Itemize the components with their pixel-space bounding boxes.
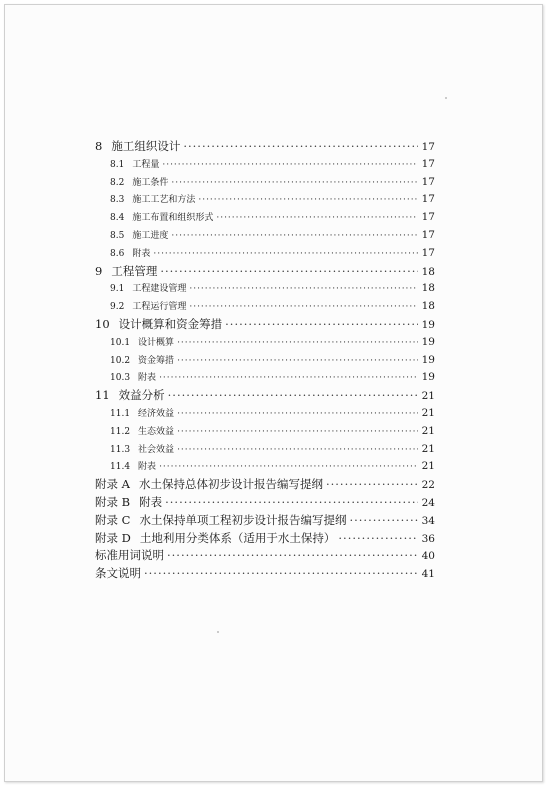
toc-entry-page-number: 17 — [421, 228, 435, 241]
toc-entry-title: 工程量 — [132, 159, 160, 170]
toc-entry-section[interactable] — [95, 245, 435, 263]
toc-entry-page-number: 21 — [421, 460, 435, 473]
toc-entry-page-number: 19 — [421, 371, 435, 384]
toc-leader-dots — [160, 263, 418, 281]
toc-entry-section[interactable] — [95, 174, 435, 192]
document-page — [4, 4, 543, 782]
toc-entry-number: 8.3 — [110, 195, 125, 206]
toc-entry-chapter[interactable] — [95, 547, 435, 565]
toc-entry-title: 附表 — [138, 462, 157, 473]
toc-entry-title: 设计概算和资金筹措 — [118, 316, 223, 331]
toc-entry-section[interactable] — [95, 334, 435, 352]
toc-entry-number: 8.6 — [110, 248, 125, 259]
toc-entry-title: 设计概算 — [138, 337, 175, 348]
toc-entry-page-number: 21 — [421, 424, 435, 437]
toc-entry-section[interactable] — [95, 298, 435, 316]
toc-leader-dots — [177, 442, 418, 460]
toc-leader-dots — [338, 530, 418, 548]
toc-entry-number: 8.5 — [110, 230, 125, 241]
toc-entry-title: 土地利用分类体系（适用于水土保持） — [139, 530, 336, 545]
table-of-contents — [95, 138, 435, 583]
toc-entry-section[interactable] — [95, 156, 435, 174]
toc-entry-title: 施工布置和组织形式 — [132, 213, 214, 224]
toc-entry-title: 社会效益 — [138, 444, 175, 455]
toc-entry-chapter[interactable] — [95, 565, 435, 583]
toc-entry-title: 施工工艺和方法 — [132, 195, 196, 206]
toc-leader-dots — [168, 387, 418, 405]
toc-entry-number: 9.2 — [110, 302, 125, 313]
toc-entry-title: 附表 — [138, 373, 157, 384]
toc-entry-number: 11.3 — [110, 444, 131, 455]
toc-entry-chapter[interactable] — [95, 387, 435, 405]
toc-entry-page-number: 18 — [421, 300, 435, 313]
toc-entry-section[interactable] — [95, 369, 435, 387]
toc-entry-title: 条文说明 — [95, 566, 141, 581]
toc-entry-number: 附录 B — [95, 494, 131, 509]
toc-leader-dots — [171, 228, 418, 246]
toc-entry-title: 工程建设管理 — [132, 284, 187, 295]
toc-entry-chapter[interactable] — [95, 512, 435, 530]
toc-entry-title: 水土保持总体初步设计报告编写提纲 — [138, 477, 323, 492]
toc-entry-chapter[interactable] — [95, 476, 435, 494]
toc-entry-page-number: 18 — [421, 282, 435, 295]
toc-entry-number: 11.2 — [110, 426, 131, 437]
toc-entry-page-number: 19 — [421, 318, 435, 331]
toc-entry-title: 效益分析 — [118, 388, 165, 403]
toc-leader-dots — [162, 157, 418, 175]
toc-leader-dots — [225, 316, 418, 334]
toc-entry-page-number: 40 — [421, 550, 435, 563]
toc-entry-number: 10 — [95, 316, 110, 331]
toc-leader-dots — [167, 547, 418, 565]
toc-entry-title: 施工组织设计 — [111, 139, 181, 153]
toc-entry-section[interactable] — [95, 209, 435, 227]
toc-entry-title: 经济效益 — [138, 408, 175, 419]
toc-entry-number: 附录 D — [95, 530, 131, 545]
scan-speck — [445, 97, 447, 99]
toc-entry-section[interactable] — [95, 458, 435, 476]
toc-entry-number: 9.1 — [110, 284, 125, 295]
toc-entry-title: 工程运行管理 — [132, 302, 187, 313]
toc-entry-page-number: 21 — [421, 406, 435, 419]
toc-leader-dots — [165, 494, 418, 512]
toc-entry-title: 资金筹措 — [138, 355, 175, 366]
toc-entry-title: 水土保持单项工程初步设计报告编写提纲 — [139, 512, 347, 527]
toc-entry-page-number: 19 — [421, 335, 435, 348]
toc-entry-title: 生态效益 — [138, 426, 175, 437]
toc-entry-number: 附录 A — [95, 477, 130, 492]
toc-entry-number: 11.1 — [110, 408, 131, 419]
toc-leader-dots — [183, 138, 418, 156]
toc-leader-dots — [177, 353, 418, 371]
toc-entry-page-number: 17 — [421, 141, 435, 153]
toc-entry-section[interactable] — [95, 191, 435, 209]
toc-entry-section[interactable] — [95, 441, 435, 459]
toc-leader-dots — [153, 246, 418, 264]
toc-entry-title: 施工条件 — [132, 177, 169, 188]
toc-entry-page-number: 18 — [421, 265, 435, 278]
toc-entry-page-number: 17 — [421, 175, 435, 188]
toc-entry-page-number: 21 — [421, 442, 435, 455]
toc-entry-number: 11.4 — [110, 462, 131, 473]
toc-leader-dots — [177, 335, 418, 353]
toc-entry-number: 8.1 — [110, 159, 125, 170]
toc-entry-page-number: 36 — [421, 532, 435, 545]
toc-entry-section[interactable] — [95, 280, 435, 298]
toc-entry-number: 11 — [95, 388, 110, 403]
toc-leader-dots — [326, 476, 418, 494]
toc-leader-dots — [189, 299, 418, 317]
toc-entry-number: 附录 C — [95, 512, 131, 527]
toc-entry-number: 10.2 — [110, 355, 131, 366]
toc-entry-title: 施工进度 — [132, 230, 169, 241]
toc-entry-section[interactable] — [95, 405, 435, 423]
toc-leader-dots — [159, 370, 418, 388]
toc-entry-number: 8.2 — [110, 177, 125, 188]
toc-entry-title: 标准用词说明 — [95, 548, 164, 563]
toc-entry-number: 10.3 — [110, 373, 131, 384]
toc-entry-page-number: 24 — [421, 496, 435, 509]
toc-entry-chapter[interactable] — [95, 138, 435, 156]
toc-entry-section[interactable] — [95, 227, 435, 245]
toc-entry-number: 8 — [95, 139, 103, 153]
toc-entry-page-number: 19 — [421, 353, 435, 366]
toc-entry-page-number: 22 — [421, 479, 435, 492]
toc-entry-page-number: 17 — [421, 193, 435, 206]
scan-speck — [217, 631, 219, 633]
toc-entry-number: 8.4 — [110, 213, 125, 224]
toc-entry-page-number: 41 — [421, 568, 435, 581]
toc-entry-section[interactable] — [95, 352, 435, 370]
toc-leader-dots — [198, 192, 418, 210]
toc-entry-page-number: 17 — [421, 211, 435, 224]
toc-leader-dots — [171, 175, 418, 193]
toc-entry-page-number: 17 — [421, 157, 435, 170]
toc-leader-dots — [177, 406, 418, 424]
toc-entry-section[interactable] — [95, 423, 435, 441]
toc-entry-number: 9 — [95, 263, 103, 278]
toc-entry-chapter[interactable] — [95, 530, 435, 548]
toc-entry-chapter[interactable] — [95, 263, 435, 281]
toc-entry-chapter[interactable] — [95, 494, 435, 512]
toc-entry-chapter[interactable] — [95, 316, 435, 334]
toc-entry-page-number: 34 — [421, 514, 435, 527]
toc-entry-title: 附表 — [139, 494, 163, 509]
toc-leader-dots — [189, 281, 418, 299]
toc-entry-page-number: 17 — [421, 246, 435, 259]
toc-leader-dots — [349, 512, 418, 530]
toc-leader-dots — [144, 565, 418, 583]
toc-entry-title: 工程管理 — [111, 263, 158, 278]
toc-entry-title: 附表 — [132, 248, 151, 259]
toc-entry-page-number: 21 — [421, 390, 435, 403]
toc-leader-dots — [216, 210, 418, 228]
toc-entry-number: 10.1 — [110, 337, 131, 348]
toc-leader-dots — [159, 459, 418, 477]
toc-leader-dots — [177, 424, 418, 442]
